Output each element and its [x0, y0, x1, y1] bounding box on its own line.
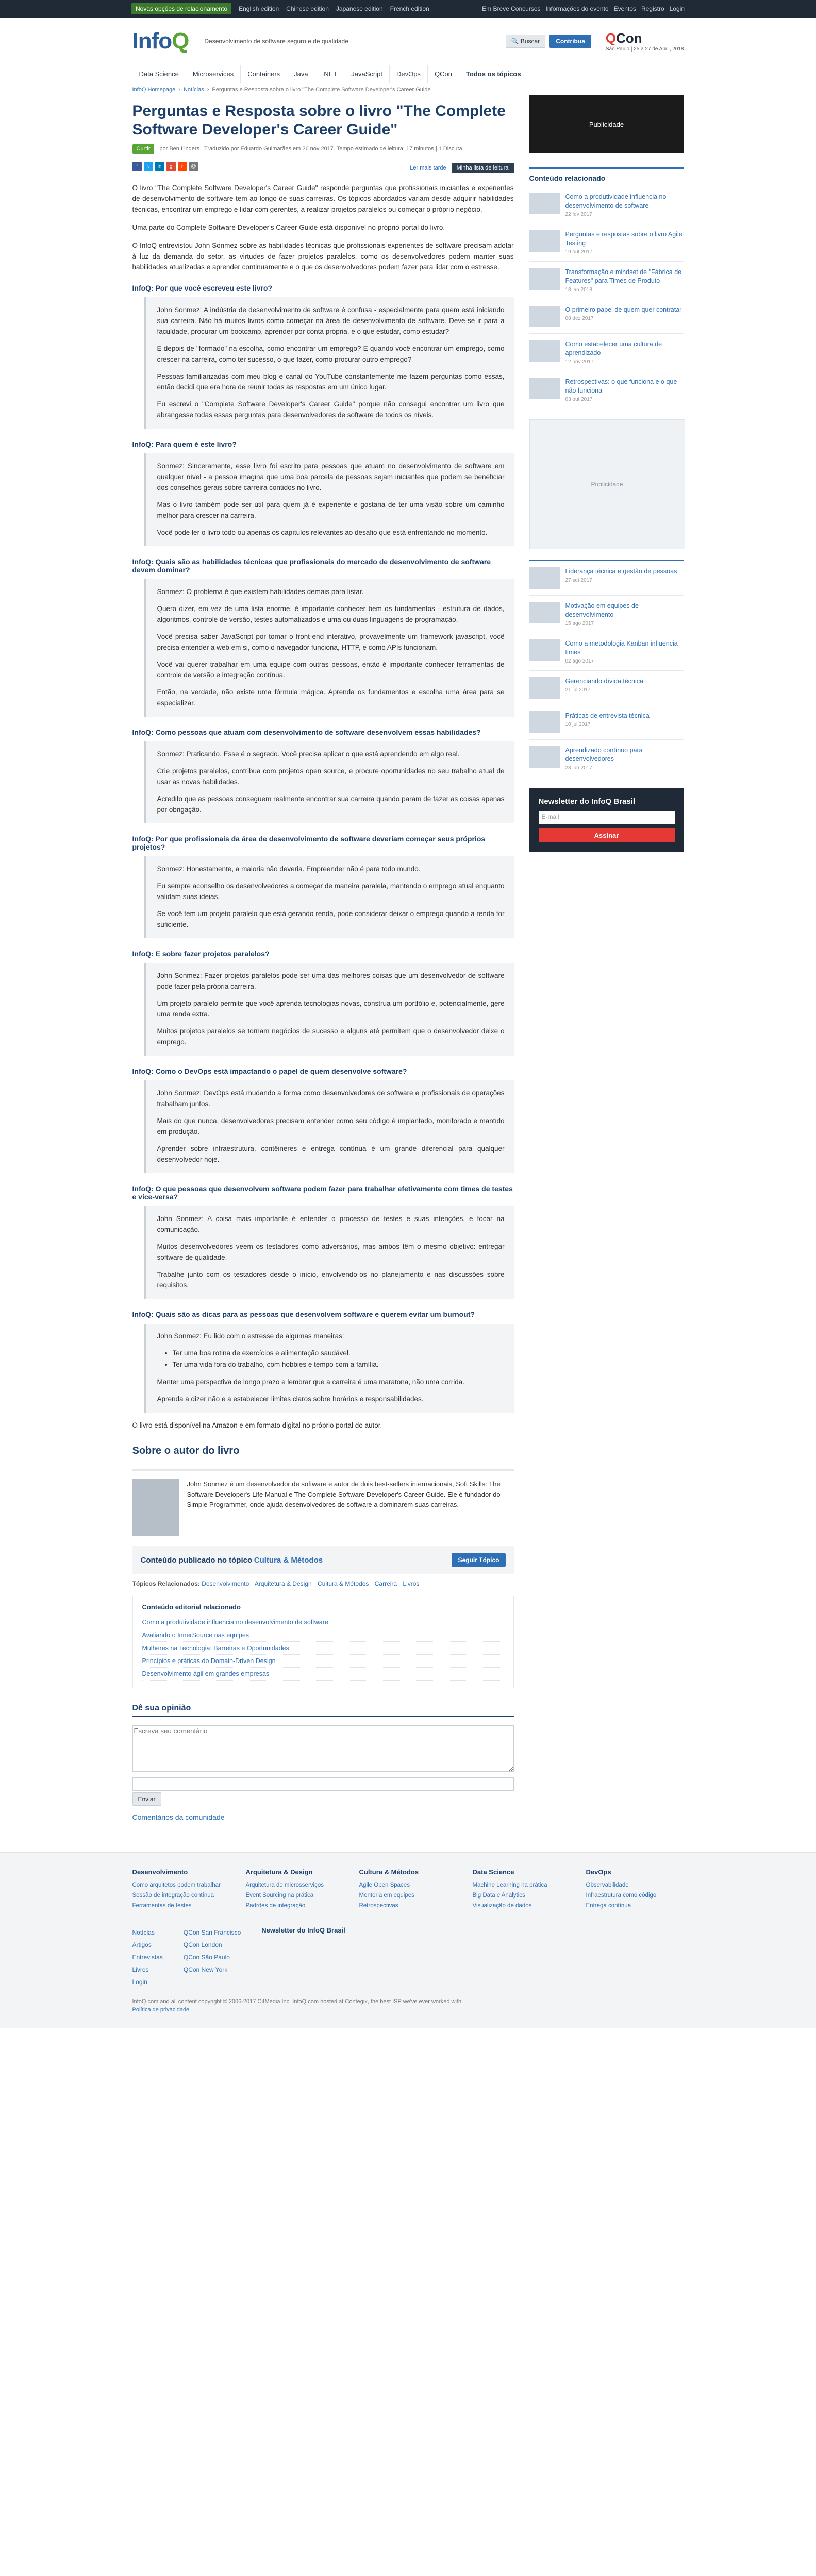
event-link[interactable]: QCon New York: [183, 1966, 228, 1973]
footer-col: DevOps Observabilidade Infraestrutura como código Entrega contínua: [586, 1868, 684, 1911]
answer-block: [144, 453, 514, 546]
breadcrumb: InfoQ Homepage › Notícias › Perguntas e Resposta sobre o livro "The Complete Software Developer's Career Guide": [132, 87, 433, 93]
search-button[interactable]: 🔍 Buscar: [506, 35, 546, 48]
twitter-icon[interactable]: t: [144, 162, 153, 171]
answer-text: Você pode ler o livro todo ou apenas os capítulos relevantes ao desafio que está enfrentando no momento.: [157, 529, 488, 536]
copyright-text: InfoQ.com and all content copyright © 2006-2017 C4Media Inc. InfoQ.com hosted at Contegix, the best ISP we've ever worked with.: [132, 1998, 463, 2005]
newsletter-box: [529, 788, 684, 852]
like-button[interactable]: Curtir: [132, 144, 155, 154]
article-title: Perguntas e Resposta sobre o livro "The Complete Software Developer's Career Guide": [132, 103, 506, 138]
sidebar-item[interactable]: Práticas de entrevista técnica 10 jul 2017: [529, 705, 684, 740]
article-main: [132, 93, 514, 1821]
nav-item[interactable]: JavaScript: [344, 65, 390, 83]
footer-link[interactable]: Observabilidade: [586, 1882, 629, 1888]
question: InfoQ: Por que você escreveu este livro?: [132, 284, 273, 292]
nav-item[interactable]: Java: [287, 65, 315, 83]
banner-ad[interactable]: Publicidade: [529, 95, 684, 153]
privacy-link[interactable]: Política de privacidade: [132, 2007, 190, 2013]
answer-text: Eu sempre aconselho os desenvolvedores a começar de maneira paralela, mantendo o emprego atual enquanto validam suas ideias.: [157, 882, 505, 901]
thumbnail: [529, 567, 560, 589]
answer-text: Eu escrevi o "Complete Software Developer's Career Guide" porque não consegui encontrar um livro que abrangesse todas essas perguntas para desenvolvedores de software de todos os níveis.: [157, 400, 505, 419]
topic-label: Conteúdo publicado no tópico: [140, 1555, 253, 1565]
breadcrumb-item[interactable]: Notícias: [183, 87, 204, 93]
footer-col: Desenvolvimento Como arquitetos podem trabalhar Sessão de integração contínua Ferramentas de testes: [132, 1868, 230, 1911]
footer-link[interactable]: Padrões de integração: [245, 1903, 306, 1909]
community-comments-link[interactable]: Comentários da comunidade: [132, 1813, 225, 1821]
topbar-link[interactable]: Eventos: [613, 5, 636, 12]
nav-item[interactable]: Microservices: [186, 65, 241, 83]
related-content: [132, 1596, 514, 1688]
related-link[interactable]: Avaliando o InnerSource nas equipes: [142, 1629, 504, 1642]
author-heading: Sobre o autor do livro: [132, 1445, 240, 1456]
footer-link[interactable]: Entrevistas: [132, 1954, 163, 1961]
sidebar-item[interactable]: Como estabelecer uma cultura de aprendizado 12 nov 2017: [529, 334, 684, 371]
answer-text: Sonmez: Sinceramente, esse livro foi escrito para pessoas que atuam no desenvolvimento de software em qualquer nível - a pessoa imagina que uma boa parcela de pessoas sejam iniciantes que podem se beneficiar dos conselhos gerais sobre carreira contidos no livro.: [157, 462, 505, 492]
answer-text: Mais do que nunca, desenvolvedores precisam entender como seu código é implantado, monitorado e mantido em produção.: [157, 1117, 505, 1136]
comments-title: Dê sua opinião: [132, 1704, 514, 1717]
newsletter-subscribe-button[interactable]: Assinar: [539, 828, 675, 842]
answer-block: [144, 963, 514, 1056]
footer-link[interactable]: Notícias: [132, 1929, 155, 1936]
thumbnail: [529, 268, 560, 290]
question: InfoQ: Como o DevOps está impactando o papel de quem desenvolve software?: [132, 1067, 407, 1075]
sidebar-title: Conteúdo relacionado: [529, 174, 606, 182]
share-buttons: [132, 162, 198, 171]
reading-list-button[interactable]: Minha lista de leitura: [452, 163, 514, 173]
related-box-2: [529, 560, 684, 777]
answer-block: [144, 1080, 514, 1173]
footer-link[interactable]: Mentoria em equipes: [359, 1892, 414, 1899]
tag-link[interactable]: Carreira: [374, 1580, 397, 1587]
edition-link[interactable]: English edition: [239, 5, 279, 12]
event-link[interactable]: QCon São Paulo: [183, 1954, 230, 1961]
thumbnail: [529, 711, 560, 733]
topic-link[interactable]: Cultura & Métodos: [254, 1555, 323, 1565]
sidebar-item[interactable]: Gerenciando dívida técnica 21 jul 2017: [529, 671, 684, 705]
main-nav: [132, 65, 684, 83]
footer-link[interactable]: Ferramentas de testes: [132, 1903, 192, 1909]
read-later-button[interactable]: Ler mais tarde: [410, 165, 446, 171]
breadcrumb-item[interactable]: InfoQ Homepage: [132, 87, 176, 93]
follow-topic-button[interactable]: Seguir Tópico: [452, 1553, 505, 1567]
answer-text: Acredito que as pessoas conseguem realmente encontrar sua carreira quando param de fazer as coisas apenas por obrigação.: [157, 795, 505, 814]
thumbnail: [529, 230, 560, 252]
sidebar-item[interactable]: Como a metodologia Kanban influencia times 02 ago 2017: [529, 633, 684, 671]
breadcrumb-current: Perguntas e Resposta sobre o livro "The Complete Software Developer's Career Guide": [212, 87, 433, 93]
question: InfoQ: Como pessoas que atuam com desenvolvimento de software desenvolvem essas habilidades?: [132, 728, 481, 736]
answer-text: John Sonmez: DevOps está mudando a forma como desenvolvedores de software e profissionais de operações trabalham juntos.: [157, 1089, 505, 1108]
footer-link[interactable]: Retrospectivas: [359, 1903, 398, 1909]
facebook-icon[interactable]: f: [132, 162, 142, 171]
comment-input[interactable]: [132, 1725, 514, 1772]
question: InfoQ: E sobre fazer projetos paralelos?: [132, 950, 270, 958]
sidebar-item[interactable]: Liderança técnica e gestão de pessoas 27 set 2017: [529, 561, 684, 596]
question: InfoQ: Quais são as dicas para as pessoas que desenvolvem software e querem evitar um burnout?: [132, 1310, 475, 1318]
nav-item[interactable]: Data Science: [132, 65, 186, 83]
top-bar: [0, 0, 816, 18]
related-link[interactable]: Princípios e práticas do Domain-Driven Design: [142, 1655, 504, 1668]
reddit-icon[interactable]: r: [178, 162, 187, 171]
sidebar-item[interactable]: Transformação e mindset de "Fábrica de Features" para Times de Produto 18 jan 2018: [529, 262, 684, 299]
footer-col: Data Science Machine Learning na prática Big Data e Analytics Visualização de dados: [473, 1868, 571, 1911]
footer-link[interactable]: Infraestrutura como código: [586, 1892, 657, 1899]
article-meta: [132, 144, 514, 154]
footer-links: [132, 1926, 163, 1988]
answer-text: Quero dizer, em vez de uma lista enorme, é importante conhecer bem os fundamentos - estrutura de dados, algoritmos, controle de versão, testes automatizados e uma ou duas linguagens de programação.: [157, 605, 505, 623]
promo-link[interactable]: Novas opções de relacionamento: [131, 3, 231, 14]
footer-col: Cultura & Métodos Agile Open Spaces Mentoria em equipes Retrospectivas: [359, 1868, 457, 1911]
tag-link[interactable]: Cultura & Métodos: [318, 1580, 369, 1587]
answer-text: Muitos projetos paralelos se tornam negócios de sucesso e alguns até permitem que o desenvolvedor deixe o emprego.: [157, 1027, 505, 1046]
footer-link[interactable]: Artigos: [132, 1941, 152, 1948]
footer-link[interactable]: Visualização de dados: [472, 1903, 532, 1909]
answer-text: Sonmez: Praticando. Esse é o segredo. Você precisa aplicar o que está aprendendo em algo real.: [157, 750, 460, 758]
answer-text: Você vai querer trabalhar em uma equipe com outras pessoas, então é importante conhecer ferramentas de controle de versão e integração contínua.: [157, 660, 505, 679]
thumbnail: [529, 602, 560, 623]
event-link[interactable]: QCon San Francisco: [183, 1929, 241, 1936]
article-content: [132, 182, 514, 1431]
newsletter-email-input[interactable]: E-mail: [539, 811, 675, 824]
newsletter-title: Newsletter do InfoQ Brasil: [538, 797, 636, 806]
sidebar-item[interactable]: Retrospectivas: o que funciona e o que não funciona 03 out 2017: [529, 371, 684, 409]
sidebar-item[interactable]: Aprendizado contínuo para desenvolvedores 28 jun 2017: [529, 740, 684, 777]
register-link[interactable]: Registro: [641, 5, 664, 12]
list-item: • Ter uma vida fora do trabalho, com hobbies e tempo com a família.: [173, 1359, 505, 1370]
question: InfoQ: Para quem é este livro?: [132, 440, 237, 448]
google-plus-icon[interactable]: g: [166, 162, 176, 171]
event-link[interactable]: QCon London: [183, 1941, 222, 1948]
sidebar-item[interactable]: Como a produtividade influencia no desenvolvimento de software 22 fev 2017: [529, 187, 684, 224]
infoq-logo[interactable]: InfoQ: [132, 28, 189, 54]
edition-link[interactable]: Chinese edition: [286, 5, 329, 12]
answer-text: Manter uma perspectiva de longo prazo e lembrar que a carreira é uma maratona, não uma corrida.: [157, 1378, 465, 1386]
author-photo: [132, 1479, 179, 1536]
answer-text: Então, na verdade, não existe uma fórmula mágica. Aprenda os fundamentos e escolha uma área para se especializar.: [157, 688, 505, 707]
sidebar-item[interactable]: Perguntas e respostas sobre o livro Agile Testing 19 out 2017: [529, 224, 684, 262]
footer-newsletter[interactable]: Newsletter do InfoQ Brasil: [261, 1926, 345, 1934]
sidebar-item[interactable]: Motivação em equipes de desenvolvimento 15 ago 2017: [529, 596, 684, 633]
related-link[interactable]: Mulheres na Tecnologia: Barreiras e Oportunidades: [142, 1642, 504, 1655]
submit-comment-button[interactable]: Enviar: [132, 1792, 161, 1806]
footer-link[interactable]: Arquitetura de microsserviços: [245, 1882, 324, 1888]
edition-link[interactable]: Japanese edition: [336, 5, 383, 12]
answer-block: [144, 1324, 514, 1413]
answer-text: Muitos desenvolvedores veem os testadores como adversários, mas ambos têm o mesmo objetivo: entregar software de qualidade.: [157, 1243, 505, 1261]
thumbnail: [529, 306, 560, 327]
nav-item-all-topics[interactable]: Todos os tópicos: [459, 65, 528, 83]
answer-text: John Sonmez: A coisa mais importante é entender o processo de testes e suas intenções, e focar na comunicação.: [157, 1215, 505, 1233]
nav-item[interactable]: QCon: [428, 65, 459, 83]
answer-list: [162, 1348, 505, 1370]
answer-text: John Sonmez: Fazer projetos paralelos pode ser uma das melhores coisas que um desenvolvedor de software pode fazer pela própria carreira.: [157, 972, 505, 990]
related-link[interactable]: Desenvolvimento ágil em grandes empresas: [142, 1668, 504, 1681]
thumbnail: [529, 378, 560, 399]
question: InfoQ: Quais são as habilidades técnicas que profissionais do mercado de desenvolvimento de software devem dominar?: [132, 557, 491, 574]
footer-link[interactable]: Login: [132, 1978, 147, 1986]
answer-text: Crie projetos paralelos, contribua com projetos open source, e procure oportunidades no seu trabalho atual de usar as novas habilidades.: [157, 767, 505, 786]
answer-block: [144, 579, 514, 717]
footer-link[interactable]: Entrega contínua: [586, 1903, 631, 1909]
edition-link[interactable]: French edition: [390, 5, 429, 12]
tag-link[interactable]: Livros: [403, 1580, 420, 1587]
related-box: [529, 167, 684, 409]
author-box: [132, 1469, 514, 1536]
email-icon[interactable]: @: [189, 162, 198, 171]
answer-block: [144, 1206, 514, 1299]
answer-text: Sonmez: Honestamente, a maioria não deveria. Empreender não é para todo mundo.: [157, 865, 421, 873]
sidebar-item[interactable]: O primeiro papel de quem quer contratar 08 dez 2017: [529, 299, 684, 334]
nav-item[interactable]: Containers: [241, 65, 287, 83]
site-footer: [0, 1852, 816, 2028]
linkedin-icon[interactable]: in: [155, 162, 164, 171]
answer-text: Se você tem um projeto paralelo que está gerando renda, pode considerar deixar o emprego quando a renda for suficiente.: [157, 910, 505, 928]
answer-text: Mas o livro também pode ser útil para quem já é experiente e gostaria de ter uma visão sobre um caminho melhor para crescer na carreira.: [157, 501, 505, 519]
author-line: por Ben Linders . Traduzido por Eduardo Guimarães em 26 nov 2017. Tempo estimado de leitura: 17 minutos | 1 Discuta: [159, 146, 462, 152]
thumbnail: [529, 639, 560, 661]
footer-link[interactable]: Machine Learning na prática: [472, 1882, 547, 1888]
answer-text: E depois de "formado" na escolha, como encontrar um emprego? E quando você encontrar um emprego, como crescer na carreira, como ter sucesso, o que fazer, como procurar outro emprego?: [157, 345, 505, 363]
tag-link[interactable]: Arquitetura & Design: [254, 1580, 312, 1587]
tagline: Desenvolvimento de software seguro e de qualidade: [204, 38, 348, 45]
paragraph: O livro está disponível na Amazon e em formato digital no próprio portal do autor.: [132, 1421, 382, 1429]
related-link[interactable]: Como a produtividade influencia no desenvolvimento de software: [142, 1616, 504, 1629]
thumbnail: [529, 193, 560, 214]
comment-field[interactable]: [132, 1777, 514, 1791]
tags-label: Tópicos Relacionados:: [132, 1580, 200, 1587]
ad-box[interactable]: Publicidade: [529, 419, 685, 549]
nav-item[interactable]: DevOps: [390, 65, 428, 83]
answer-text: Sonmez: O problema é que existem habilidades demais para listar.: [157, 588, 364, 596]
footer-col: Arquitetura & Design Arquitetura de microsserviços Event Sourcing na prática Padrões de integração: [246, 1868, 344, 1911]
thumbnail: [529, 746, 560, 768]
topbar-link[interactable]: Informações do evento: [545, 5, 609, 12]
site-header: [132, 18, 684, 65]
footer-link[interactable]: Sessão de integração contínua: [132, 1892, 214, 1899]
paragraph: O livro "The Complete Software Developer's Career Guide" responde perguntas que profissionais iniciantes e experientes de desenvolvimento de software tem ao longo de suas carreiras. Os tópicos abordados variam desde adquirir habilidades técnicas, encontrar um emprego e lidar com gerentes, a realizar projetos paralelos ou começar o próprio negócio.: [132, 184, 514, 213]
related-tags: [132, 1580, 514, 1587]
related-title: Conteúdo editorial relacionado: [142, 1603, 241, 1611]
answer-block: [144, 856, 514, 938]
question: InfoQ: Por que profissionais da área de desenvolvimento de software deveriam começar seus próprios projetos?: [132, 835, 486, 851]
answer-text: Pessoas familiarizadas com meu blog e canal do YouTube constantemente me fazem perguntas como essas, então decidi que era hora de reunir todas as respostas em um único lugar.: [157, 372, 505, 391]
topic-bar: [132, 1546, 514, 1574]
answer-text: Trabalhe junto com os testadores desde o início, envolvendo-os no planejamento e nas discussões sobre requisitos.: [157, 1270, 505, 1289]
sidebar: [529, 93, 684, 1821]
nav-item[interactable]: .NET: [315, 65, 345, 83]
answer-block: [144, 741, 514, 823]
answer-text: Aprenda a dizer não e a estabelecer limites claros sobre horários e responsabilidades.: [157, 1395, 424, 1403]
answer-text: John Sonmez: Eu lido com o estresse de algumas maneiras:: [157, 1332, 344, 1340]
footer-link[interactable]: Como arquitetos podem trabalhar: [132, 1882, 221, 1888]
thumbnail: [529, 677, 560, 699]
list-item: • Ter uma boa rotina de exercícios e alimentação saudável.: [173, 1348, 505, 1359]
footer-link[interactable]: Big Data e Analytics: [472, 1892, 525, 1899]
question: InfoQ: O que pessoas que desenvolvem software podem fazer para trabalhar efetivamente com times de testes e vice-versa?: [132, 1184, 513, 1201]
footer-link[interactable]: Agile Open Spaces: [359, 1882, 410, 1888]
qcon-banner[interactable]: QCon São Paulo | 25 a 27 de Abril, 2018: [605, 30, 684, 52]
author-bio: John Sonmez é um desenvolvedor de software e autor de dois best-sellers internacionais, Soft Skills: The Software Developer's Life Manual e The Complete Software Developer's Career Guide. Ele é fundador do Simple Programmer, onde ajuda desenvolvedores de software a dominarem suas carreiras.: [187, 1480, 501, 1509]
paragraph: O InfoQ entrevistou John Sonmez sobre as habilidades técnicas que profissionais experientes de software precisam adotar à luz da demanda do setor, as virtudes de fazer projetos paralelos, como os desenvolvedores podem manter suas habilidades atualizadas e aprender continuamente e o que os desenvolvedores podem fazer para lidar com o estresse.: [132, 242, 514, 271]
tag-link[interactable]: Desenvolvimento: [202, 1580, 249, 1587]
answer-text: Você precisa saber JavaScript por tomar o front-end interativo, provavelmente um framework javascript, você precisa entender a web em si, como o navegador funciona, HTTP, e como APIs funcionam.: [157, 633, 505, 651]
comments-section: [132, 1704, 514, 1821]
footer-link[interactable]: Livros: [132, 1966, 149, 1973]
answer-text: Aprender sobre infraestrutura, contêineres e entrega contínua é um grande diferencial para qualquer desenvolvedor hoje.: [157, 1145, 505, 1163]
answer-block: [144, 297, 514, 429]
footer-qcon-events: [184, 1926, 241, 1988]
thumbnail: [529, 340, 560, 362]
answer-text: Um projeto paralelo permite que você aprenda tecnologias novas, construa um portfólio e, potencialmente, gere uma renda extra.: [157, 999, 505, 1018]
answer-text: John Sonmez: A indústria de desenvolvimento de software é confusa - especialmente para quem está iniciando sua carreira. Não há muitos livros como começar na área de desenvolvimento de software. Deve-se ir para a faculdade, procurar um bootcamp, aprender por conta própria, e o que estudar, como estudar?: [157, 306, 505, 335]
page-body: [132, 93, 684, 1821]
topbar-link[interactable]: Em Breve Concursos: [482, 5, 541, 12]
login-link[interactable]: Login: [669, 5, 685, 12]
footer-link[interactable]: Event Sourcing na prática: [245, 1892, 314, 1899]
contribute-button[interactable]: Contribua: [549, 35, 591, 48]
paragraph: Uma parte do Complete Software Developer's Career Guide está disponível no próprio portal do livro.: [132, 224, 445, 231]
